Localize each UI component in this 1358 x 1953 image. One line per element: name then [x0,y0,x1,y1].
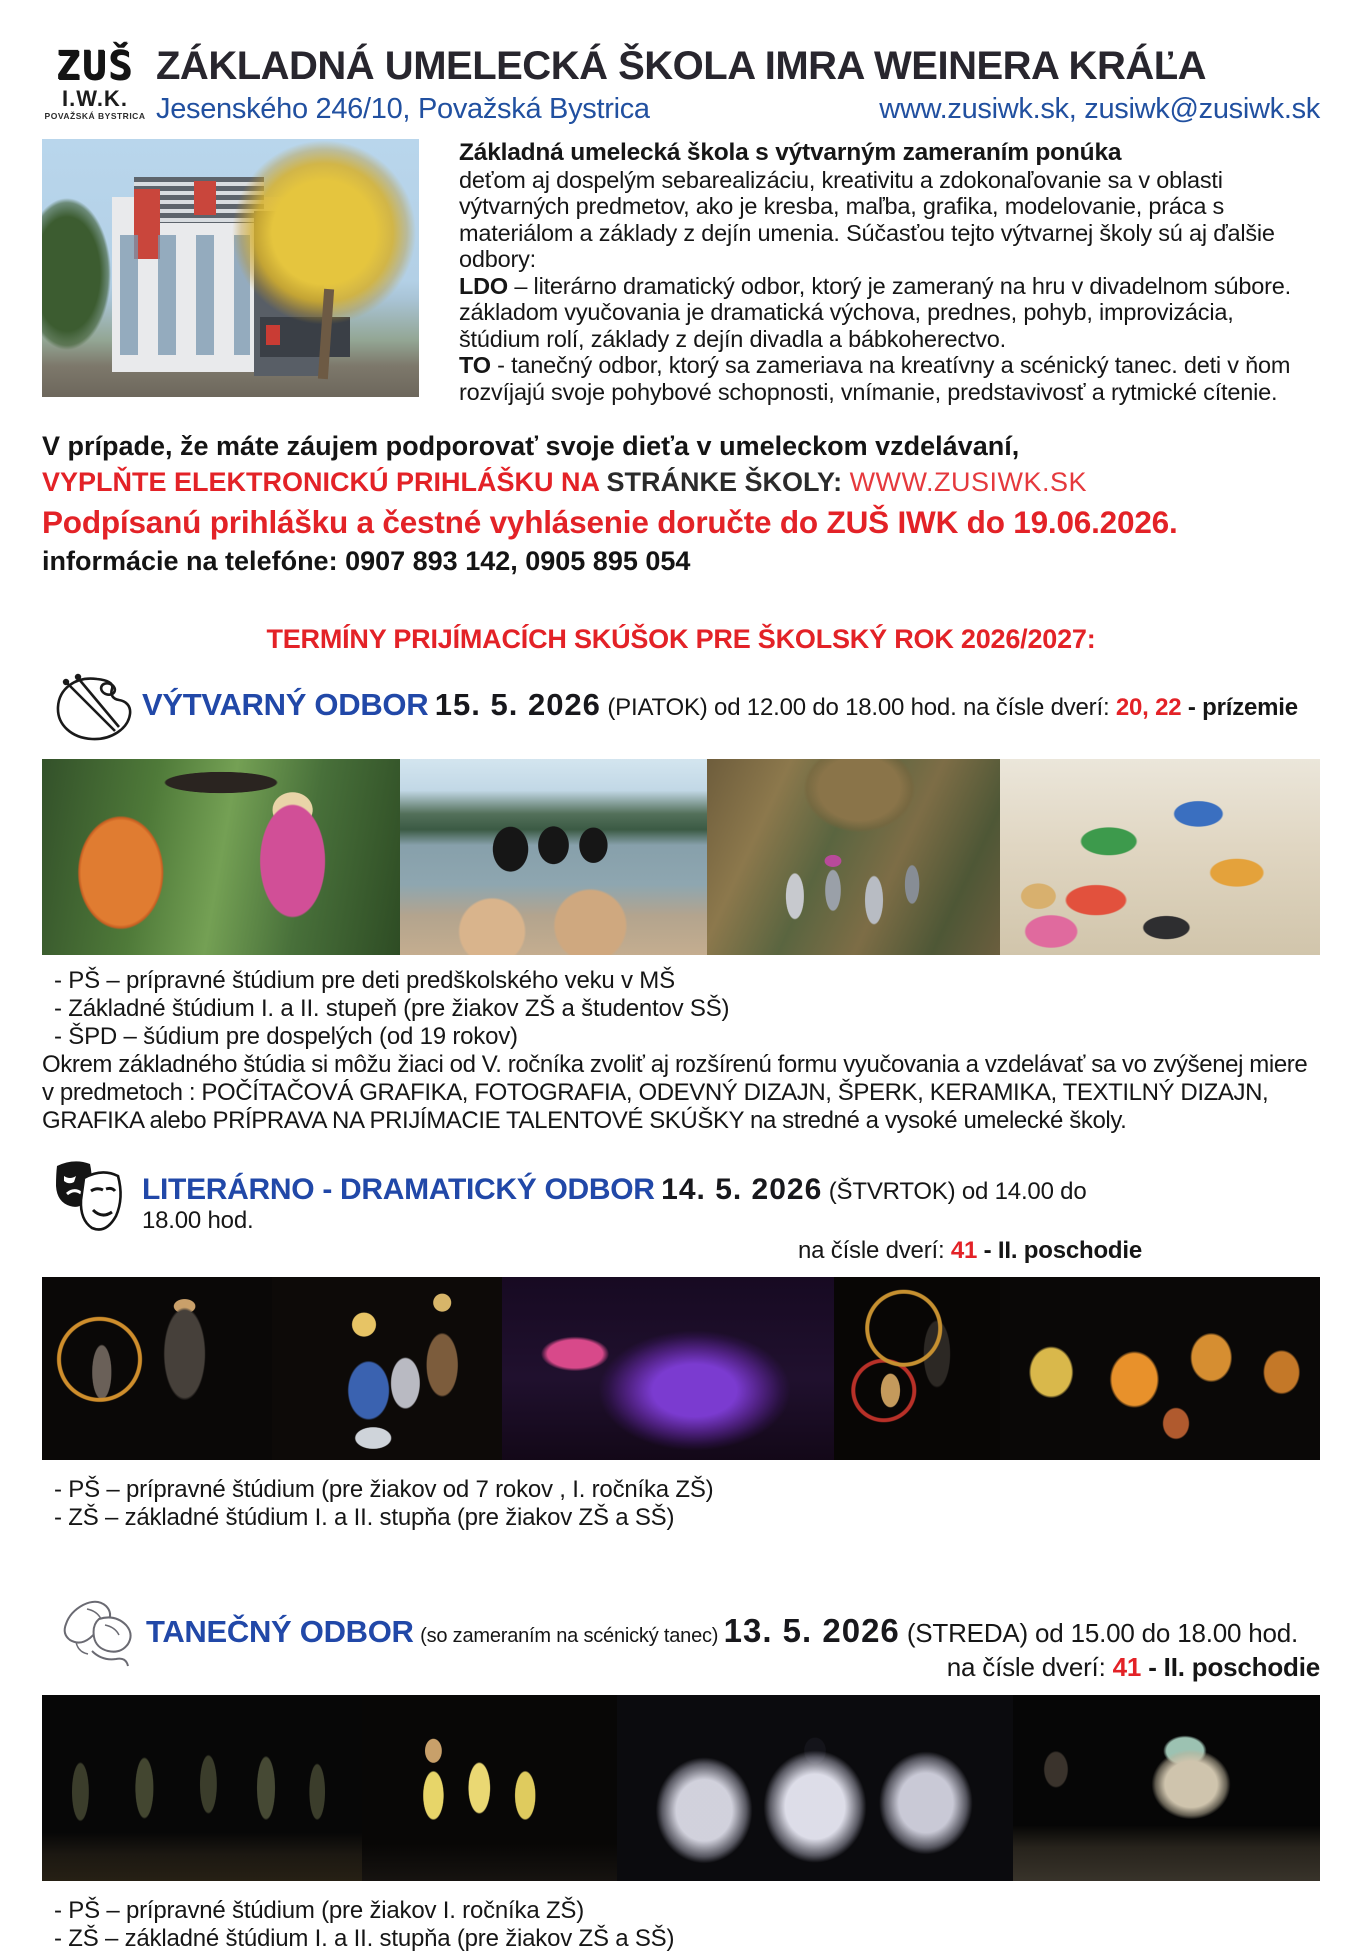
ldo-header-line [142,1157,1142,1265]
photo-theatre-puppets [272,1277,502,1460]
to-title: TANEČNÝ ODBOR [146,1614,414,1649]
ldo-photo-strip [42,1277,1320,1460]
logo-iwk-text: I.W.K. [62,86,128,111]
ldo-room-label: na čísle dverí: [798,1237,951,1264]
cta-site-link[interactable]: WWW.ZUSIWK.SK [849,467,1088,497]
logo-zus-text: ZUŠ [55,43,135,89]
ldo-room-floor: - II. poschodie [977,1237,1142,1264]
photo-theatre-hoop-girl [42,1277,272,1460]
ldo-bullet-1: - PŠ – prípravné štúdium (pre žiakov od 7 rokov , I. ročníka ZŠ) [54,1476,714,1503]
vytvarny-bullets [42,967,1320,1051]
photo-paper-dragons-lake [400,759,707,955]
intro-body: deťom aj dospelým sebarealizáciu, kreativitu a zdokonaľovanie sa v oblasti výtvarných predmetov, ako je kresba, maľba, grafika, modelovanie, práca s materiálom a základy z dejín umenia. Súčasťou tejto výtvarnej školy sú aj ďalšie odbory: [459,166,1275,272]
to-bullet-1: - PŠ – prípravné štúdium (pre žiakov I. ročníka ZŠ) [54,1897,584,1924]
cta-phone-label: informácie na telefóne: [42,546,346,576]
to-room-line [146,1652,1320,1683]
to-header-line [146,1596,1320,1683]
to-room-floor: - II. poschodie [1141,1652,1320,1682]
to-subtitle: (so zameraním na scénický tanec) [420,1625,724,1647]
vytvarny-doors: 20, 22 [1115,694,1182,721]
building-left-bush [42,179,122,369]
vytvarny-date: 15. 5. 2026 [434,687,601,722]
intro-section [42,139,1320,405]
photo-children-painting-outdoors [42,759,400,955]
header-subline [156,93,1320,126]
photo-dance-dark-costumes [42,1695,362,1881]
to-bullet-2: - ZŠ – základné štúdium I. a II. stupňa (pre žiakov ZŠ a SŠ) [54,1925,675,1952]
vytvarny-info: (PIATOK) od 12.00 do 18.00 hod. na čísle dverí: [600,694,1116,721]
ldo-info: (ŠTVRTOK) od 14.00 do 18.00 hod. [142,1178,1087,1234]
autumn-tree [209,139,419,359]
photo-theatre-purple-dance [502,1277,834,1460]
to-abbrev: TO [459,352,491,378]
ldo-abbrev: LDO [459,272,509,299]
intro-lead: Základná umelecká škola s výtvarným zameraním ponúka [459,139,1122,166]
header-text [148,44,1320,126]
school-address: Jesenského 246/10, Považská Bystrica [156,93,650,125]
photo-dance-white-tulle [617,1695,1013,1881]
terms-heading: TERMÍNY PRIJÍMACÍCH SKÚŠOK PRE ŠKOLSKÝ ROK 2026/2027: [266,624,1096,654]
school-web-link[interactable]: www.zusiwk.sk, zusiwk@zusiwk.sk [879,93,1320,125]
photo-children-floor-painting [1000,759,1320,955]
school-logo [42,43,148,122]
to-room-number: 41 [1112,1652,1142,1682]
cta-block [42,431,1320,577]
cta-phones [42,546,1320,577]
vytvarny-header-line [142,671,1298,723]
ldo-room-number: 41 [950,1237,978,1264]
ldo-bullets [42,1476,1320,1532]
photo-theatre-hoop-scene [834,1277,1000,1460]
photo-dance-group-huddle [1013,1695,1320,1881]
cta-fill-form: VYPLŇTE ELEKTRONICKÚ PRIHLÁŠKU NA [42,467,607,497]
vytvarny-bullet-2: - Základné štúdium I. a II. stupeň (pre žiakov ZŠ a študentov SŠ) [54,995,730,1022]
vytvarny-floor: - prízemie [1181,694,1298,721]
intro-text [419,139,1320,405]
palette-icon [42,671,142,747]
ldo-description: – literárno dramatický odbor, ktorý je zameraný na hru v divadelnom súbore. základom vyučovania je dramatická výchova, prednes, pohyb, improvizácia, štúdium rolí, základy z dejín divadla a bábkoherectvo. [459,272,1291,352]
cta-line1: V prípade, že máte záujem podporovať svoje dieťa v umeleckom vzdelávaní, [42,431,1020,461]
vytvarny-photo-strip [42,759,1320,955]
vytvarny-extra-paragraph: Okrem základného štúdia si môžu žiaci od V. ročníka zvoliť aj rozšírenú formu vyučovania a vzdelávať sa vo zvýšenej miere v predmetoch : POČÍTAČOVÁ GRAFIKA, FOTOGRAFIA, ODEVNÝ DIZAJN, ŠPERK, KERAMIKA, TEXTILNÝ DIZAJN, GRAFIKA alebo PRÍPRAVA NA PRIJÍMACIE TALENTOVÉ SKÚŠKY na stredné a vysoké umelecké školy. [42,1051,1308,1134]
school-building-photo [42,139,419,397]
logo-city-text: POVAŽSKÁ BYSTRICA [44,111,146,122]
photo-dance-yellow-dresses [362,1695,618,1881]
to-info: (STREDA) od 15.00 do 18.00 hod. [899,1618,1299,1648]
vytvarny-title: VÝTVARNÝ ODBOR [142,687,429,722]
vytvarny-header [42,671,1320,747]
ballet-shoes-icon [42,1596,146,1678]
cta-deadline: Podpísanú prihlášku a čestné vyhlásenie doručte do ZUŠ IWK do 19.06.2026. [42,504,1178,540]
to-header [42,1596,1320,1683]
vytvarny-bullet-1: - PŠ – prípravné štúdium pre deti predškolského veku v MŠ [54,967,675,994]
cta-line2 [42,467,1320,498]
ldo-room-line [142,1237,1142,1265]
header [42,44,1320,126]
school-title: ZÁKLADNÁ UMELECKÁ ŠKOLA IMRA WEINERA KRÁĽA [156,44,1207,88]
to-photo-strip [42,1695,1320,1881]
ldo-bullet-2: - ZŠ – základné štúdium I. a II. stupňa (pre žiakov ZŠ a SŠ) [54,1504,675,1531]
ldo-title: LITERÁRNO - DRAMATICKÝ ODBOR [142,1173,655,1206]
theater-masks-icon [42,1157,142,1243]
to-description: - tanečný odbor, ktorý sa zameriava na kreatívny a scénický tanec. deti v ňom rozvíjajú svoje pohybové schopnosti, vnímanie, predstavivosť a rytmické cítenie. [459,352,1291,405]
to-room-label: na čísle dverí: [946,1652,1113,1682]
to-date: 13. 5. 2026 [723,1612,900,1649]
to-bullets [42,1897,1320,1953]
cta-phone-numbers: 0907 893 142, 0905 895 054 [345,546,691,576]
cta-school-site: STRÁNKE ŠKOLY: [606,467,850,497]
ldo-date: 14. 5. 2026 [661,1173,823,1206]
photo-spray-cans [707,759,1001,955]
vytvarny-bullet-3: - ŠPD – šúdium pre dospelých (od 19 rokov) [54,1023,518,1050]
photo-theatre-bowing-group [1000,1277,1320,1460]
ldo-header [42,1157,1320,1265]
